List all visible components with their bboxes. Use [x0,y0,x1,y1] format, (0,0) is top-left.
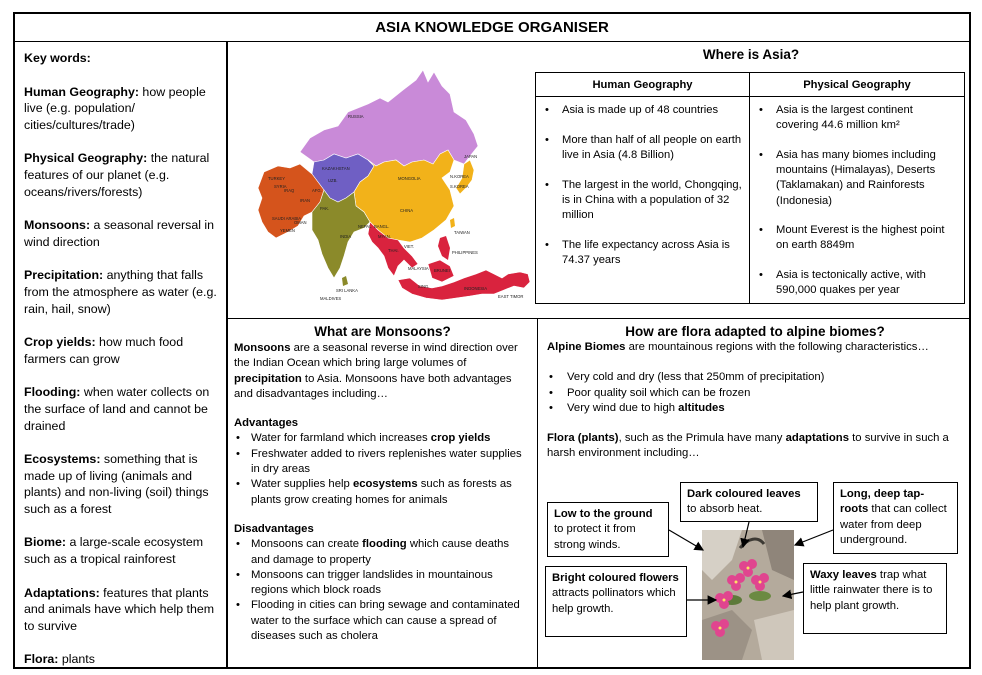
key-word-definition: how much food farmers can grow [24,335,184,366]
map-country-label: IRAQ [284,188,295,193]
key-word-term: Human Geography: [24,84,139,99]
map-country-label: CHINA [400,208,414,213]
key-word-item [24,150,220,200]
list-item: • Monsoons can create flooding which cause deaths and damage to property [234,537,531,568]
key-word-item [24,534,220,567]
map-country-label: KAZAKHSTAN [322,166,350,171]
monsoons-intro: Monsoons are a seasonal reverse in wind direction over the Indian Ocean which bring large volumes of precipitation to Asia. Monsoons have both advantages and disadvantages including… [234,342,518,400]
list-item: • Flooding in cities can bring sewage and contaminated water to the surface which can cause a spread of diseases such as cholera [234,598,531,644]
region-sri-lanka [342,276,348,286]
map-country-label: EAST TIMOR [498,294,524,299]
key-word-term: Monsoons: [24,218,91,233]
key-word-definition: features that plants and animals have which help them to survive [24,585,215,633]
map-country-label: VIET. [404,244,415,249]
callout-low-to-ground: Low to the ground to protect it from strong winds. [547,502,669,557]
key-word-item [24,451,220,517]
disadvantages-heading: Disadvantages [234,522,314,535]
key-word-item [24,585,220,635]
map-country-label: S.KOREA [450,184,469,189]
key-word-definition: the natural features of our planet (e.g. oceans/rivers/forests) [24,151,210,199]
key-word-term: Ecosystems: [24,452,101,467]
asia-map [228,42,533,318]
key-word-definition: a seasonal reversal in wind direction [24,218,215,249]
geography-table [535,72,965,304]
flora-intro: Alpine Biomes are mountainous regions with the following characteristics… [547,341,929,353]
map-country-label: TURKEY [268,176,285,181]
map-country-label: SRI LANKA [336,288,358,293]
key-word-term: Precipitation: [24,268,104,283]
list-item: • The largest in the world, Chongqing, is in China with a population of 32 million [545,178,743,224]
key-words-list [24,84,220,668]
key-word-term: Physical Geography: [24,151,148,166]
list-item: • Asia is made up of 48 countries [545,103,743,118]
where-is-asia-section [533,42,969,318]
primula-photo [702,530,794,660]
list-item: • Asia has many biomes including mountains (Himalayas), Deserts (Taklamakan) and Rainforests (Indonesia) [759,148,958,209]
key-word-term: Crop yields: [24,335,96,350]
monsoons-title: What are Monsoons? [314,324,451,339]
map-country-label: YEMEN [280,228,295,233]
disadvantages-list [234,537,531,644]
flora-adaptations-intro: Flora (plants), such as the Primula have many adaptations to survive in such a harsh environment including… [547,432,949,460]
key-word-item [24,334,220,367]
map-country-label: THAI. [388,248,399,253]
callout-dark-leaves: Dark coloured leaves to absorb heat. [680,482,818,522]
list-item: • Poor quality soil which can be frozen [547,386,963,401]
map-country-label: RUSSIA [348,114,364,119]
key-word-term: Flora: [24,652,59,667]
list-item: • Very cold and dry (less that 250mm of precipitation) [547,370,963,385]
map-country-label: MONGOLIA [398,176,421,181]
key-word-item [24,651,220,668]
map-country-label: SYRIA [274,184,287,189]
map-country-label: MYAN. [378,234,391,239]
callout-tap-roots: Long, deep tap-roots that can collect water from deep underground. [833,482,958,554]
key-word-item [24,217,220,250]
list-item: • Water supplies help ecosystems such as forests as plants grow creating homes for animals [234,477,531,508]
key-word-definition: something that is made up of living (animals and plants) and non-living (soil) things such as a forest [24,452,209,516]
key-words-panel [15,42,227,667]
map-country-label: BANGL. [374,224,390,229]
key-word-definition: a large-scale ecosystem such as a tropical rainforest [24,535,204,567]
list-item: • Mount Everest is the highest point on earth 8849m [759,223,958,253]
key-word-definition: how people live (e.g. population/ cities/cultures/trade) [24,84,206,132]
map-country-label: JAPAN [464,154,478,159]
map-country-label: MALAYSIA [408,266,429,271]
key-word-term: Adaptations: [24,585,100,600]
callout-waxy-leaves: Waxy leaves trap what little rainwater there is to help plant growth. [803,563,947,634]
map-country-label: INDIA [340,234,352,239]
key-word-definition: when water collects on the surface of land and cannot be drained [24,385,210,433]
map-country-label: PHILIPPINES [452,250,478,255]
map-country-label: OMAN [294,220,307,225]
list-item: • Very wind due to high altitudes [547,401,963,416]
list-item: • Monsoons can trigger landslides in mountainous regions which block roads [234,568,531,599]
map-country-label: MALDIVES [320,296,342,301]
flora-title: How are flora adapted to alpine biomes? [625,324,885,339]
page-title: ASIA KNOWLEDGE ORGANISER [15,14,969,42]
human-geography-header: Human Geography [536,73,749,97]
map-country-label: IRAN [300,198,311,203]
asia-map-graphic [228,42,533,318]
list-item: • Asia is the largest continent covering 44.6 million km² [759,103,958,133]
map-country-label: INDONESIA [464,286,488,291]
list-item: • Freshwater added to rivers replenishes water supplies in dry areas [234,447,531,478]
map-country-label: AFG. [312,188,322,193]
region-taiwan [450,218,455,228]
key-word-item [24,384,220,434]
region-russia [300,70,478,166]
key-word-term: Biome: [24,535,66,550]
key-words-heading: Key words: [24,51,91,65]
map-country-label: N.KOREA [450,174,469,179]
physical-geography-list [750,97,964,299]
region-philippines [438,236,450,260]
advantages-heading: Advantages [234,417,299,430]
monsoons-section [230,319,535,665]
list-item: • Asia is tectonically active, with 590,000 quakes per year [759,268,958,298]
map-country-label: SAUDI ARABIA [272,216,302,221]
callout-bright-flowers: Bright coloured flowers attracts pollinators which help growth. [545,566,687,637]
where-title: Where is Asia? [702,47,800,62]
list-item: • More than half of all people on earth live in Asia (4.8 Billion) [545,133,743,163]
key-word-definition: anything that falls from the atmosphere as water (e.g. rain, hail, snow) [24,268,217,316]
advantages-list [234,431,531,507]
list-item: • Water for farmland which increases crop yields [234,431,531,446]
primula-illustration [702,530,794,660]
map-country-label: PAK. [320,206,330,211]
list-item: • The life expectancy across Asia is 74.37 years [545,238,743,268]
key-word-term: Flooding: [24,385,81,400]
physical-geography-column [750,73,964,303]
map-country-label: NEPAL [358,224,372,229]
map-country-label: TAIWAN [454,230,470,235]
human-geography-list [536,97,749,268]
map-country-label: UZB. [328,178,338,183]
human-geography-column [536,73,750,303]
map-country-label: SING. [418,284,430,289]
key-word-definition: plants [58,652,95,667]
map-country-label: BRUNEI [434,268,450,273]
alpine-characteristics-list [547,370,963,416]
physical-geography-header: Physical Geography [750,73,964,97]
key-word-item [24,267,220,317]
key-word-item [24,84,220,134]
